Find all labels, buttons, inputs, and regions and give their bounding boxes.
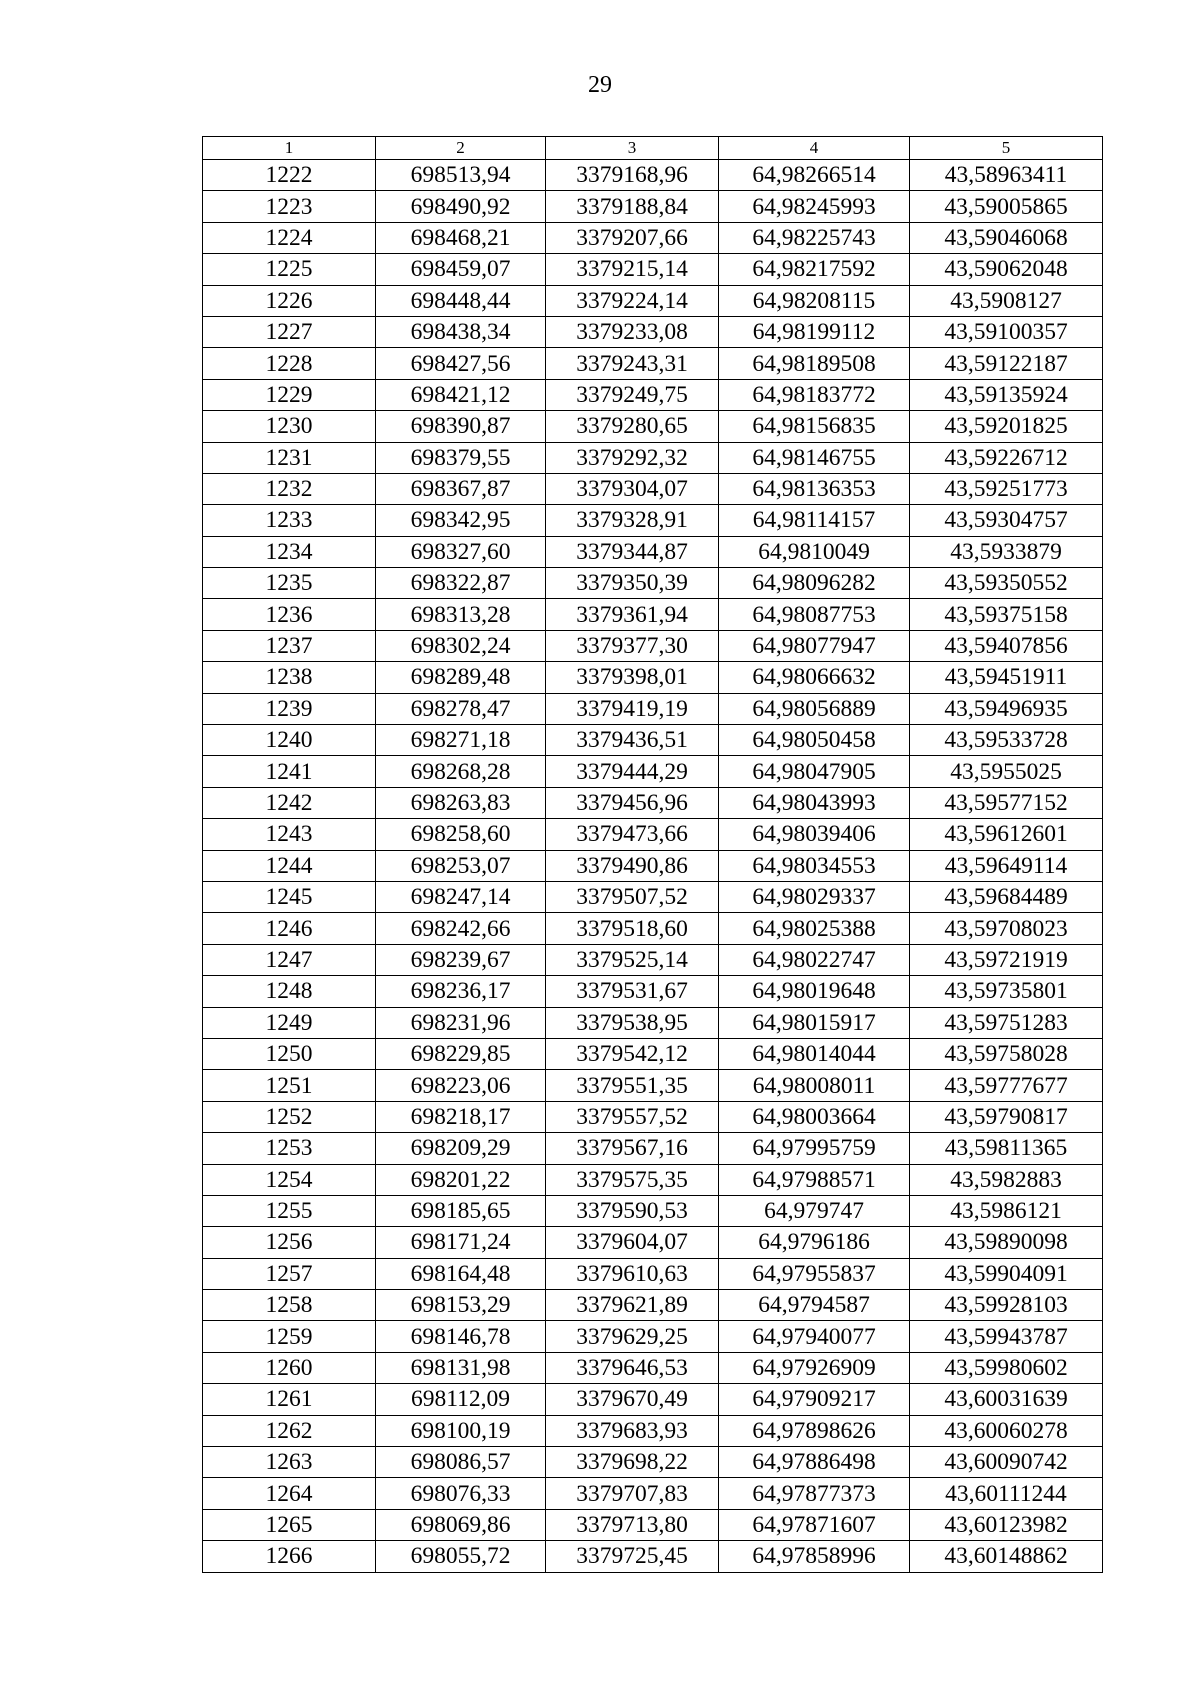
- table-cell-col-4: 64,97871607: [719, 1509, 910, 1540]
- table-cell-col-5: 43,60123982: [910, 1509, 1103, 1540]
- table-cell-col-1: 1266: [203, 1541, 376, 1572]
- table-cell-col-1: 1260: [203, 1352, 376, 1383]
- table-row: [203, 442, 1103, 473]
- table-cell-col-5: 43,59577152: [910, 787, 1103, 818]
- table-cell-col-4: 64,98008011: [719, 1070, 910, 1101]
- table-row: [203, 191, 1103, 222]
- table-cell-col-4: 64,98156835: [719, 411, 910, 442]
- table-cell-col-1: 1222: [203, 160, 376, 191]
- table-cell-col-5: 43,60060278: [910, 1415, 1103, 1446]
- table-cell-col-1: 1261: [203, 1384, 376, 1415]
- table-row: [203, 1384, 1103, 1415]
- table-cell-col-3: 3379304,07: [546, 473, 719, 504]
- table-cell-col-5: 43,59777677: [910, 1070, 1103, 1101]
- table-cell-col-2: 698131,98: [376, 1352, 546, 1383]
- table-row: [203, 1541, 1103, 1572]
- table-row: [203, 819, 1103, 850]
- table-cell-col-1: 1247: [203, 944, 376, 975]
- table-row: [203, 1007, 1103, 1038]
- column-header-2: 2: [376, 137, 546, 160]
- table-row: [203, 599, 1103, 630]
- table-cell-col-3: 3379629,25: [546, 1321, 719, 1352]
- table-cell-col-4: 64,97909217: [719, 1384, 910, 1415]
- table-cell-col-4: 64,97940077: [719, 1321, 910, 1352]
- table-cell-col-1: 1237: [203, 630, 376, 661]
- table-cell-col-4: 64,97955837: [719, 1258, 910, 1289]
- table-cell-col-2: 698421,12: [376, 379, 546, 410]
- table-cell-col-5: 43,59890098: [910, 1227, 1103, 1258]
- table-cell-col-1: 1254: [203, 1164, 376, 1195]
- table-cell-col-1: 1241: [203, 756, 376, 787]
- table-row: [203, 1258, 1103, 1289]
- table-row: [203, 536, 1103, 567]
- table-cell-col-1: 1262: [203, 1415, 376, 1446]
- table-row: [203, 1164, 1103, 1195]
- table-row: [203, 881, 1103, 912]
- table-cell-col-5: 43,59721919: [910, 944, 1103, 975]
- table-row: [203, 160, 1103, 191]
- table-cell-col-3: 3379361,94: [546, 599, 719, 630]
- table-cell-col-2: 698239,67: [376, 944, 546, 975]
- table-cell-col-3: 3379551,35: [546, 1070, 719, 1101]
- table-cell-col-2: 698100,19: [376, 1415, 546, 1446]
- table-cell-col-4: 64,98199112: [719, 316, 910, 347]
- table-cell-col-4: 64,98096282: [719, 568, 910, 599]
- table-cell-col-2: 698247,14: [376, 881, 546, 912]
- table-row: [203, 693, 1103, 724]
- table-cell-col-1: 1255: [203, 1195, 376, 1226]
- table-cell-col-3: 3379249,75: [546, 379, 719, 410]
- table-cell-col-5: 43,59980602: [910, 1352, 1103, 1383]
- table-cell-col-5: 43,59304757: [910, 505, 1103, 536]
- table-cell-col-2: 698268,28: [376, 756, 546, 787]
- table-cell-col-3: 3379575,35: [546, 1164, 719, 1195]
- table-cell-col-2: 698185,65: [376, 1195, 546, 1226]
- table-cell-col-4: 64,98034553: [719, 850, 910, 881]
- table-cell-col-1: 1259: [203, 1321, 376, 1352]
- table-cell-col-5: 43,5982883: [910, 1164, 1103, 1195]
- table-cell-col-2: 698367,87: [376, 473, 546, 504]
- table-cell-col-4: 64,98039406: [719, 819, 910, 850]
- table-cell-col-4: 64,98217592: [719, 254, 910, 285]
- table-cell-col-3: 3379398,01: [546, 662, 719, 693]
- table-cell-col-3: 3379604,07: [546, 1227, 719, 1258]
- table-cell-col-4: 64,98015917: [719, 1007, 910, 1038]
- table-cell-col-3: 3379557,52: [546, 1101, 719, 1132]
- table-cell-col-3: 3379444,29: [546, 756, 719, 787]
- table-cell-col-1: 1251: [203, 1070, 376, 1101]
- table-cell-col-5: 43,59046068: [910, 222, 1103, 253]
- table-cell-col-1: 1258: [203, 1290, 376, 1321]
- table-cell-col-1: 1232: [203, 473, 376, 504]
- table-cell-col-4: 64,98225743: [719, 222, 910, 253]
- column-header-5: 5: [910, 137, 1103, 160]
- table-cell-col-3: 3379670,49: [546, 1384, 719, 1415]
- page-number: 29: [588, 72, 612, 98]
- table-cell-col-5: 43,59751283: [910, 1007, 1103, 1038]
- table-cell-col-4: 64,98183772: [719, 379, 910, 410]
- table-cell-col-5: 43,5986121: [910, 1195, 1103, 1226]
- table-cell-col-3: 3379280,65: [546, 411, 719, 442]
- table-cell-col-2: 698236,17: [376, 976, 546, 1007]
- table-cell-col-2: 698153,29: [376, 1290, 546, 1321]
- table-cell-col-5: 43,59904091: [910, 1258, 1103, 1289]
- table-cell-col-3: 3379542,12: [546, 1038, 719, 1069]
- table-cell-col-5: 43,59811365: [910, 1133, 1103, 1164]
- table-row: [203, 1133, 1103, 1164]
- table-cell-col-3: 3379328,91: [546, 505, 719, 536]
- table-cell-col-3: 3379215,14: [546, 254, 719, 285]
- table-cell-col-5: 43,59135924: [910, 379, 1103, 410]
- table-cell-col-1: 1226: [203, 285, 376, 316]
- table-cell-col-5: 43,59375158: [910, 599, 1103, 630]
- table-cell-col-4: 64,9810049: [719, 536, 910, 567]
- table-cell-col-5: 43,59684489: [910, 881, 1103, 912]
- table-row: [203, 1321, 1103, 1352]
- table-cell-col-3: 3379725,45: [546, 1541, 719, 1572]
- table-cell-col-4: 64,98245993: [719, 191, 910, 222]
- table-cell-col-4: 64,98019648: [719, 976, 910, 1007]
- table-row: [203, 285, 1103, 316]
- table-row: [203, 1509, 1103, 1540]
- table-cell-col-1: 1225: [203, 254, 376, 285]
- table-row: [203, 1101, 1103, 1132]
- table-cell-col-5: 43,5955025: [910, 756, 1103, 787]
- table-cell-col-1: 1229: [203, 379, 376, 410]
- table-cell-col-1: 1264: [203, 1478, 376, 1509]
- table-cell-col-3: 3379243,31: [546, 348, 719, 379]
- table-cell-col-2: 698164,48: [376, 1258, 546, 1289]
- table-row: [203, 1290, 1103, 1321]
- table-cell-col-5: 43,59226712: [910, 442, 1103, 473]
- table-cell-col-3: 3379292,32: [546, 442, 719, 473]
- table-cell-col-5: 43,59758028: [910, 1038, 1103, 1069]
- table-cell-col-3: 3379490,86: [546, 850, 719, 881]
- table-row: [203, 348, 1103, 379]
- table-cell-col-2: 698229,85: [376, 1038, 546, 1069]
- table-cell-col-3: 3379590,53: [546, 1195, 719, 1226]
- table-cell-col-2: 698263,83: [376, 787, 546, 818]
- table-row: [203, 944, 1103, 975]
- table-cell-col-4: 64,98022747: [719, 944, 910, 975]
- table-cell-col-2: 698069,86: [376, 1509, 546, 1540]
- table-cell-col-2: 698427,56: [376, 348, 546, 379]
- table-cell-col-2: 698242,66: [376, 913, 546, 944]
- table-cell-col-3: 3379473,66: [546, 819, 719, 850]
- coordinates-table: [202, 136, 1103, 1573]
- table-cell-col-4: 64,97995759: [719, 1133, 910, 1164]
- table-cell-col-2: 698468,21: [376, 222, 546, 253]
- table-row: [203, 787, 1103, 818]
- table-cell-col-1: 1249: [203, 1007, 376, 1038]
- table-header: [203, 137, 1103, 160]
- table-cell-col-1: 1236: [203, 599, 376, 630]
- table-cell-col-5: 43,58963411: [910, 160, 1103, 191]
- table-row: [203, 976, 1103, 1007]
- table-cell-col-1: 1263: [203, 1447, 376, 1478]
- table-cell-col-4: 64,9796186: [719, 1227, 910, 1258]
- table-cell-col-4: 64,97988571: [719, 1164, 910, 1195]
- table-cell-col-2: 698146,78: [376, 1321, 546, 1352]
- table-cell-col-5: 43,59062048: [910, 254, 1103, 285]
- table-cell-col-3: 3379436,51: [546, 725, 719, 756]
- table-row: [203, 411, 1103, 442]
- table-cell-col-4: 64,98025388: [719, 913, 910, 944]
- table-cell-col-4: 64,98189508: [719, 348, 910, 379]
- table-cell-col-1: 1248: [203, 976, 376, 1007]
- table-row: [203, 1415, 1103, 1446]
- table-cell-col-2: 698342,95: [376, 505, 546, 536]
- table-cell-col-2: 698171,24: [376, 1227, 546, 1258]
- table-cell-col-4: 64,98136353: [719, 473, 910, 504]
- table-cell-col-5: 43,59201825: [910, 411, 1103, 442]
- table-cell-col-2: 698223,06: [376, 1070, 546, 1101]
- table-cell-col-1: 1233: [203, 505, 376, 536]
- table-cell-col-4: 64,98066632: [719, 662, 910, 693]
- table-cell-col-2: 698231,96: [376, 1007, 546, 1038]
- table-cell-col-2: 698271,18: [376, 725, 546, 756]
- table-cell-col-3: 3379419,19: [546, 693, 719, 724]
- table-cell-col-3: 3379233,08: [546, 316, 719, 347]
- table-row: [203, 630, 1103, 661]
- table-cell-col-5: 43,59407856: [910, 630, 1103, 661]
- table-cell-col-3: 3379224,14: [546, 285, 719, 316]
- table-row: [203, 1038, 1103, 1069]
- table-cell-col-1: 1250: [203, 1038, 376, 1069]
- table-cell-col-1: 1228: [203, 348, 376, 379]
- table-cell-col-2: 698289,48: [376, 662, 546, 693]
- table-row: [203, 1195, 1103, 1226]
- table-cell-col-2: 698302,24: [376, 630, 546, 661]
- table-row: [203, 473, 1103, 504]
- table-cell-col-1: 1240: [203, 725, 376, 756]
- table-cell-col-1: 1256: [203, 1227, 376, 1258]
- table-cell-col-4: 64,98029337: [719, 881, 910, 912]
- table-cell-col-4: 64,98146755: [719, 442, 910, 473]
- table-cell-col-5: 43,59496935: [910, 693, 1103, 724]
- table-cell-col-1: 1244: [203, 850, 376, 881]
- table-cell-col-2: 698278,47: [376, 693, 546, 724]
- table-cell-col-5: 43,5933879: [910, 536, 1103, 567]
- table-row: [203, 379, 1103, 410]
- table-row: [203, 568, 1103, 599]
- header-row: [203, 137, 1103, 160]
- table-cell-col-5: 43,59649114: [910, 850, 1103, 881]
- table-cell-col-1: 1246: [203, 913, 376, 944]
- table-cell-col-1: 1265: [203, 1509, 376, 1540]
- table-cell-col-5: 43,59005865: [910, 191, 1103, 222]
- table-cell-col-3: 3379168,96: [546, 160, 719, 191]
- table-cell-col-2: 698201,22: [376, 1164, 546, 1195]
- table-cell-col-4: 64,98047905: [719, 756, 910, 787]
- table-cell-col-3: 3379538,95: [546, 1007, 719, 1038]
- table-cell-col-2: 698327,60: [376, 536, 546, 567]
- table-cell-col-5: 43,59612601: [910, 819, 1103, 850]
- table-cell-col-5: 43,59533728: [910, 725, 1103, 756]
- table-cell-col-3: 3379377,30: [546, 630, 719, 661]
- table-row: [203, 1227, 1103, 1258]
- table-cell-col-2: 698390,87: [376, 411, 546, 442]
- table-cell-col-3: 3379518,60: [546, 913, 719, 944]
- table-cell-col-1: 1252: [203, 1101, 376, 1132]
- table-cell-col-5: 43,60031639: [910, 1384, 1103, 1415]
- table-cell-col-5: 43,59122187: [910, 348, 1103, 379]
- table-cell-col-5: 43,59928103: [910, 1290, 1103, 1321]
- table-cell-col-3: 3379531,67: [546, 976, 719, 1007]
- table-cell-col-2: 698218,17: [376, 1101, 546, 1132]
- table-cell-col-3: 3379350,39: [546, 568, 719, 599]
- table-cell-col-2: 698258,60: [376, 819, 546, 850]
- table-cell-col-5: 43,59790817: [910, 1101, 1103, 1132]
- table-cell-col-3: 3379646,53: [546, 1352, 719, 1383]
- table-cell-col-5: 43,59735801: [910, 976, 1103, 1007]
- table-cell-col-5: 43,59251773: [910, 473, 1103, 504]
- table-cell-col-4: 64,98043993: [719, 787, 910, 818]
- column-header-1: 1: [203, 137, 376, 160]
- table-cell-col-3: 3379683,93: [546, 1415, 719, 1446]
- table-cell-col-1: 1242: [203, 787, 376, 818]
- table-row: [203, 1478, 1103, 1509]
- table-cell-col-1: 1223: [203, 191, 376, 222]
- table-cell-col-5: 43,5908127: [910, 285, 1103, 316]
- table-cell-col-3: 3379507,52: [546, 881, 719, 912]
- table-cell-col-5: 43,59943787: [910, 1321, 1103, 1352]
- table-cell-col-2: 698513,94: [376, 160, 546, 191]
- table-cell-col-2: 698112,09: [376, 1384, 546, 1415]
- table-row: [203, 254, 1103, 285]
- table-row: [203, 756, 1103, 787]
- table-cell-col-3: 3379188,84: [546, 191, 719, 222]
- table-row: [203, 316, 1103, 347]
- table-cell-col-1: 1227: [203, 316, 376, 347]
- table-cell-col-5: 43,59451911: [910, 662, 1103, 693]
- table-cell-col-2: 698448,44: [376, 285, 546, 316]
- table-cell-col-1: 1238: [203, 662, 376, 693]
- table-cell-col-2: 698313,28: [376, 599, 546, 630]
- table-cell-col-1: 1230: [203, 411, 376, 442]
- table-cell-col-1: 1243: [203, 819, 376, 850]
- table-cell-col-5: 43,59708023: [910, 913, 1103, 944]
- table-cell-col-1: 1234: [203, 536, 376, 567]
- table-cell-col-4: 64,98014044: [719, 1038, 910, 1069]
- table-row: [203, 1447, 1103, 1478]
- table-cell-col-4: 64,9794587: [719, 1290, 910, 1321]
- table-row: [203, 725, 1103, 756]
- table-cell-col-4: 64,98050458: [719, 725, 910, 756]
- table-row: [203, 1352, 1103, 1383]
- table-cell-col-2: 698253,07: [376, 850, 546, 881]
- table-cell-col-1: 1231: [203, 442, 376, 473]
- table-cell-col-4: 64,98077947: [719, 630, 910, 661]
- table-cell-col-4: 64,979747: [719, 1195, 910, 1226]
- table-cell-col-2: 698459,07: [376, 254, 546, 285]
- table-cell-col-5: 43,59350552: [910, 568, 1103, 599]
- table-row: [203, 913, 1103, 944]
- table-cell-col-4: 64,97877373: [719, 1478, 910, 1509]
- table-cell-col-3: 3379621,89: [546, 1290, 719, 1321]
- table-cell-col-4: 64,98208115: [719, 285, 910, 316]
- table-cell-col-4: 64,97898626: [719, 1415, 910, 1446]
- table-cell-col-1: 1253: [203, 1133, 376, 1164]
- table-cell-col-1: 1245: [203, 881, 376, 912]
- table-row: [203, 662, 1103, 693]
- table-cell-col-3: 3379567,16: [546, 1133, 719, 1164]
- table-cell-col-4: 64,98087753: [719, 599, 910, 630]
- table-cell-col-2: 698076,33: [376, 1478, 546, 1509]
- table-cell-col-3: 3379707,83: [546, 1478, 719, 1509]
- table-cell-col-2: 698322,87: [376, 568, 546, 599]
- table-cell-col-3: 3379344,87: [546, 536, 719, 567]
- table-cell-col-4: 64,98056889: [719, 693, 910, 724]
- table-cell-col-3: 3379456,96: [546, 787, 719, 818]
- table-cell-col-2: 698055,72: [376, 1541, 546, 1572]
- table-cell-col-3: 3379610,63: [546, 1258, 719, 1289]
- table-row: [203, 222, 1103, 253]
- table-cell-col-5: 43,59100357: [910, 316, 1103, 347]
- table-cell-col-4: 64,97858996: [719, 1541, 910, 1572]
- table-cell-col-5: 43,60111244: [910, 1478, 1103, 1509]
- table-cell-col-3: 3379698,22: [546, 1447, 719, 1478]
- table-cell-col-4: 64,98003664: [719, 1101, 910, 1132]
- table-cell-col-3: 3379713,80: [546, 1509, 719, 1540]
- table-cell-col-2: 698086,57: [376, 1447, 546, 1478]
- table-row: [203, 850, 1103, 881]
- table-row: [203, 1070, 1103, 1101]
- table-body: [203, 160, 1103, 1573]
- table-cell-col-4: 64,98114157: [719, 505, 910, 536]
- table-row: [203, 505, 1103, 536]
- table-cell-col-2: 698438,34: [376, 316, 546, 347]
- column-header-3: 3: [546, 137, 719, 160]
- table-cell-col-4: 64,97926909: [719, 1352, 910, 1383]
- table-cell-col-4: 64,98266514: [719, 160, 910, 191]
- table-cell-col-1: 1224: [203, 222, 376, 253]
- table-cell-col-5: 43,60148862: [910, 1541, 1103, 1572]
- table-cell-col-2: 698209,29: [376, 1133, 546, 1164]
- table-cell-col-1: 1257: [203, 1258, 376, 1289]
- table-cell-col-3: 3379207,66: [546, 222, 719, 253]
- table-cell-col-5: 43,60090742: [910, 1447, 1103, 1478]
- table-cell-col-1: 1235: [203, 568, 376, 599]
- table-cell-col-4: 64,97886498: [719, 1447, 910, 1478]
- column-header-4: 4: [719, 137, 910, 160]
- table-cell-col-2: 698379,55: [376, 442, 546, 473]
- table-cell-col-3: 3379525,14: [546, 944, 719, 975]
- table-cell-col-1: 1239: [203, 693, 376, 724]
- table-cell-col-2: 698490,92: [376, 191, 546, 222]
